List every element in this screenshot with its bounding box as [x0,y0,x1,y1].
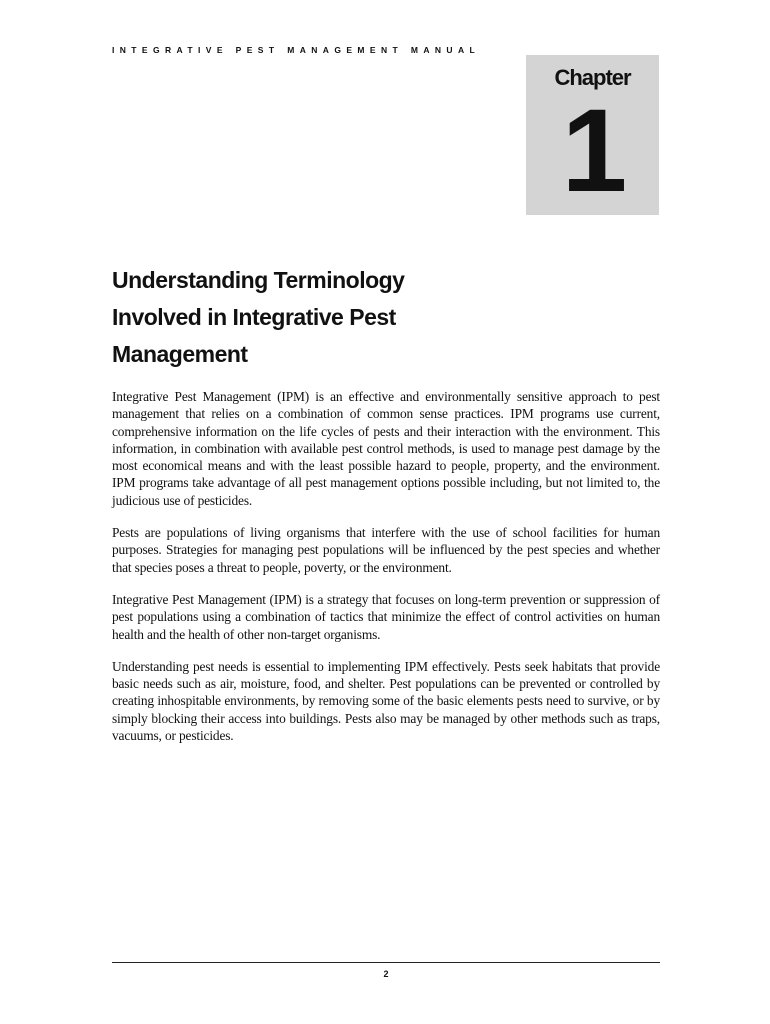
running-header: INTEGRATIVE PEST MANAGEMENT MANUAL [112,45,481,55]
page-number: 2 [383,969,389,979]
body-paragraph: Pests are populations of living organisms that interfere with the use of school facilities for human purposes. Strategies for managing pest populations will be influenced by the pest species and whether that species poses a threat to people, poverty, or the environment. [112,525,660,575]
chapter-label: Chapter [554,65,631,90]
body-paragraph: Understanding pest needs is essential to implementing IPM effectively. Pests seek habitats that provide basic needs such as air, moisture, food, and shelter. Pest populations can be prevented or controlled by creating inhospitable environments, by removing some of the basic elements pests need to survive, or by simply blocking their access into buildings. Pests also may be managed by other methods such as traps, vacuums, or pesticides. [112,658,660,744]
body-paragraph: Integrative Pest Management (IPM) is a strategy that focuses on long-term prevention or suppression of pest populations using a combination of tactics that minimize the effect of control activities on human health and the health of other non-target organisms. [112,591,660,642]
chapter-title-line: Understanding Terminology [112,267,405,293]
chapter-box [526,55,659,215]
chapter-title-line: Management [112,341,248,367]
chapter-title-line: Involved in Integrative Pest [112,304,396,330]
body-text [112,388,660,759]
chapter-number: 1 [561,85,624,217]
body-paragraph: Integrative Pest Management (IPM) is an effective and environmentally sensitive approach to pest management that relies on a combination of common sense practices. IPM programs use current, comprehensive information on the life cycles of pests and their interaction with the environment. This information, in combination with available pest control methods, is used to manage pest damage by the most economical means and with the least possible hazard to people, property, and the environment. IPM programs take advantage of all pest management options possible including, but not limited to, the judicious use of pesticides. [112,389,660,508]
footer-divider [112,962,660,963]
chapter-title [112,262,472,373]
